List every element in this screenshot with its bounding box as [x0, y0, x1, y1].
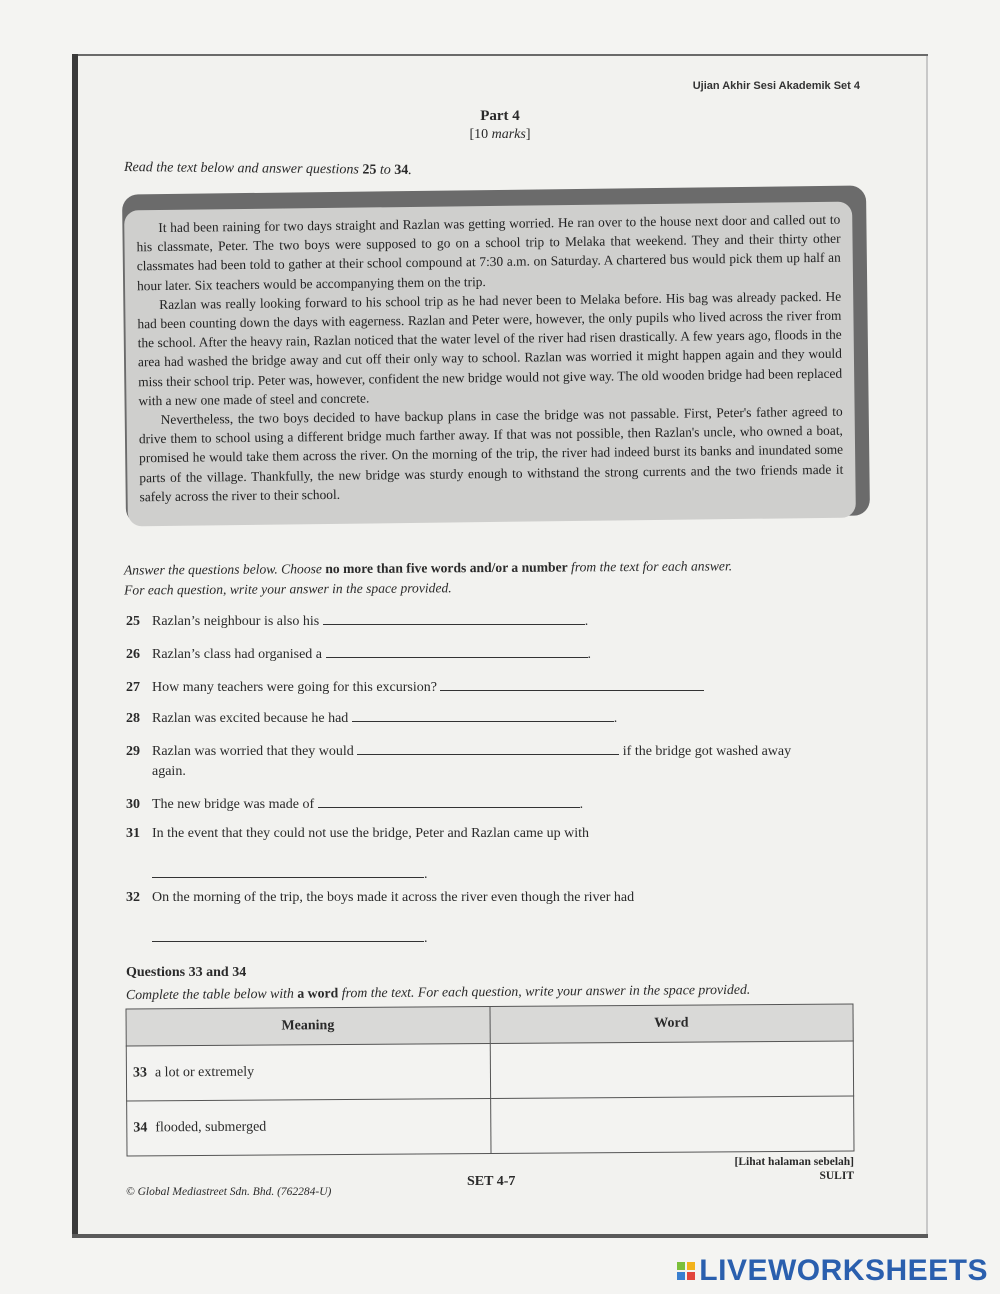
liveworksheets-logo-icon: [677, 1262, 695, 1280]
page-edge: [72, 1234, 928, 1238]
passage-paragraph: Razlan was really looking forward to his school trip as he had never been to Melaka before. His bag was already packed. He had been counting down the days with eagerness. Razlan and Peter were, however, the only pupils who lived across the river from the school. After the heavy rain, Razlan noticed that the water level of the river had risen drastically. A few years ago, floods in the area had washed the bridge away and cut off their only way to school. Razlan was worried it might happen again and they would miss their school trip. Peter was, however, confident the new bridge would not give way. The old wooden bridge had been replaced with a new one made of steel and concrete.: [137, 288, 843, 409]
next-page-note: [Lihat halaman sebelah]: [734, 1156, 854, 1168]
answer-blank-26[interactable]: [326, 643, 588, 658]
table-header-word: Word: [489, 1004, 853, 1044]
question-32: 32 On the morning of the trip, the boys made it across the river even though the river had .: [126, 890, 635, 946]
answer-blank-25[interactable]: [323, 610, 585, 625]
publisher-credit: © Global Mediastreet Sdn. Bhd. (762284-U): [126, 1186, 332, 1198]
exam-header: Ujian Akhir Sesi Akademik Set 4: [692, 80, 860, 92]
answer-instruction: Answer the questions below. Choose no more than five words and/or a number from the text for each answer. For each question, write your answer in the space provided.: [123, 558, 733, 598]
meaning-cell-34: 34 flooded, submerged: [127, 1098, 491, 1156]
vocabulary-table: [125, 1003, 854, 1156]
question-29: 29 Razlan was worried that they would if the bridge got washed away again.: [126, 740, 856, 782]
liveworksheets-logo: [677, 1254, 988, 1288]
questions-33-34-title: Questions 33 and 34: [126, 965, 247, 980]
classification-label: SULIT: [819, 1170, 854, 1182]
marks-label: [10 marks]: [469, 127, 531, 142]
question-30: 30 The new bridge was made of .: [126, 793, 583, 815]
question-25: 25 Razlan’s neighbour is also his .: [126, 610, 588, 632]
table-row: [126, 1041, 853, 1101]
passage-paragraph: Nevertheless, the two boys decided to have backup plans in case the bridge was not passable. First, Peter's father agreed to drive them to school using a different bridge much farther away. If that was not possible, then Razlan's uncle, who owned a boat, promised he would take them across the river. On the morning of the trip, the river had indeed burst its banks and inundated some parts of the village. Thankfully, the new bridge was sturdy enough to withstand the strong currents and the two friends made it safely across the river to their school.: [138, 403, 844, 505]
table-row: [127, 1096, 854, 1156]
answer-blank-32[interactable]: [152, 927, 424, 942]
brand-name: LIVEWORKSHEETS: [699, 1254, 988, 1287]
answer-blank-29[interactable]: [357, 740, 619, 755]
answer-blank-28[interactable]: [352, 707, 614, 722]
reading-instruction: Read the text below and answer questions 25 to 34.: [123, 160, 412, 179]
answer-blank-30[interactable]: [318, 793, 580, 808]
answer-blank-27[interactable]: [440, 676, 704, 691]
word-answer-cell-33[interactable]: [490, 1041, 854, 1099]
table-header-meaning: Meaning: [126, 1007, 490, 1047]
questions-33-34-instruction: Complete the table below with a word from the text. For each question, write your answer in the space provided.: [125, 981, 751, 1003]
passage-paragraph: It had been raining for two days straight and Razlan was getting worried. He ran over to the house next door and called out to his classmate, Peter. The two boys were supposed to go on a school trip to Melaka that weekend. They and their thirty other classmates had been told to gather at their school compound at 7:30 a.m. on Saturday. A chartered bus would pick them up half an hour later. Six teachers would be accompanying them on the trip.: [136, 211, 841, 293]
question-31: 31 In the event that they could not use the bridge, Peter and Razlan came up with .: [126, 826, 589, 882]
part-title: Part 4: [480, 108, 520, 124]
word-answer-cell-34[interactable]: [490, 1096, 854, 1154]
reading-passage: [124, 202, 856, 527]
question-28: 28 Razlan was excited because he had .: [126, 707, 617, 729]
set-page-number: SET 4-7: [467, 1174, 516, 1189]
question-26: 26 Razlan’s class had organised a .: [126, 643, 591, 665]
meaning-cell-33: 33 a lot or extremely: [126, 1044, 490, 1102]
question-27: 27 How many teachers were going for this excursion?: [126, 676, 704, 698]
answer-blank-31[interactable]: [152, 863, 424, 878]
